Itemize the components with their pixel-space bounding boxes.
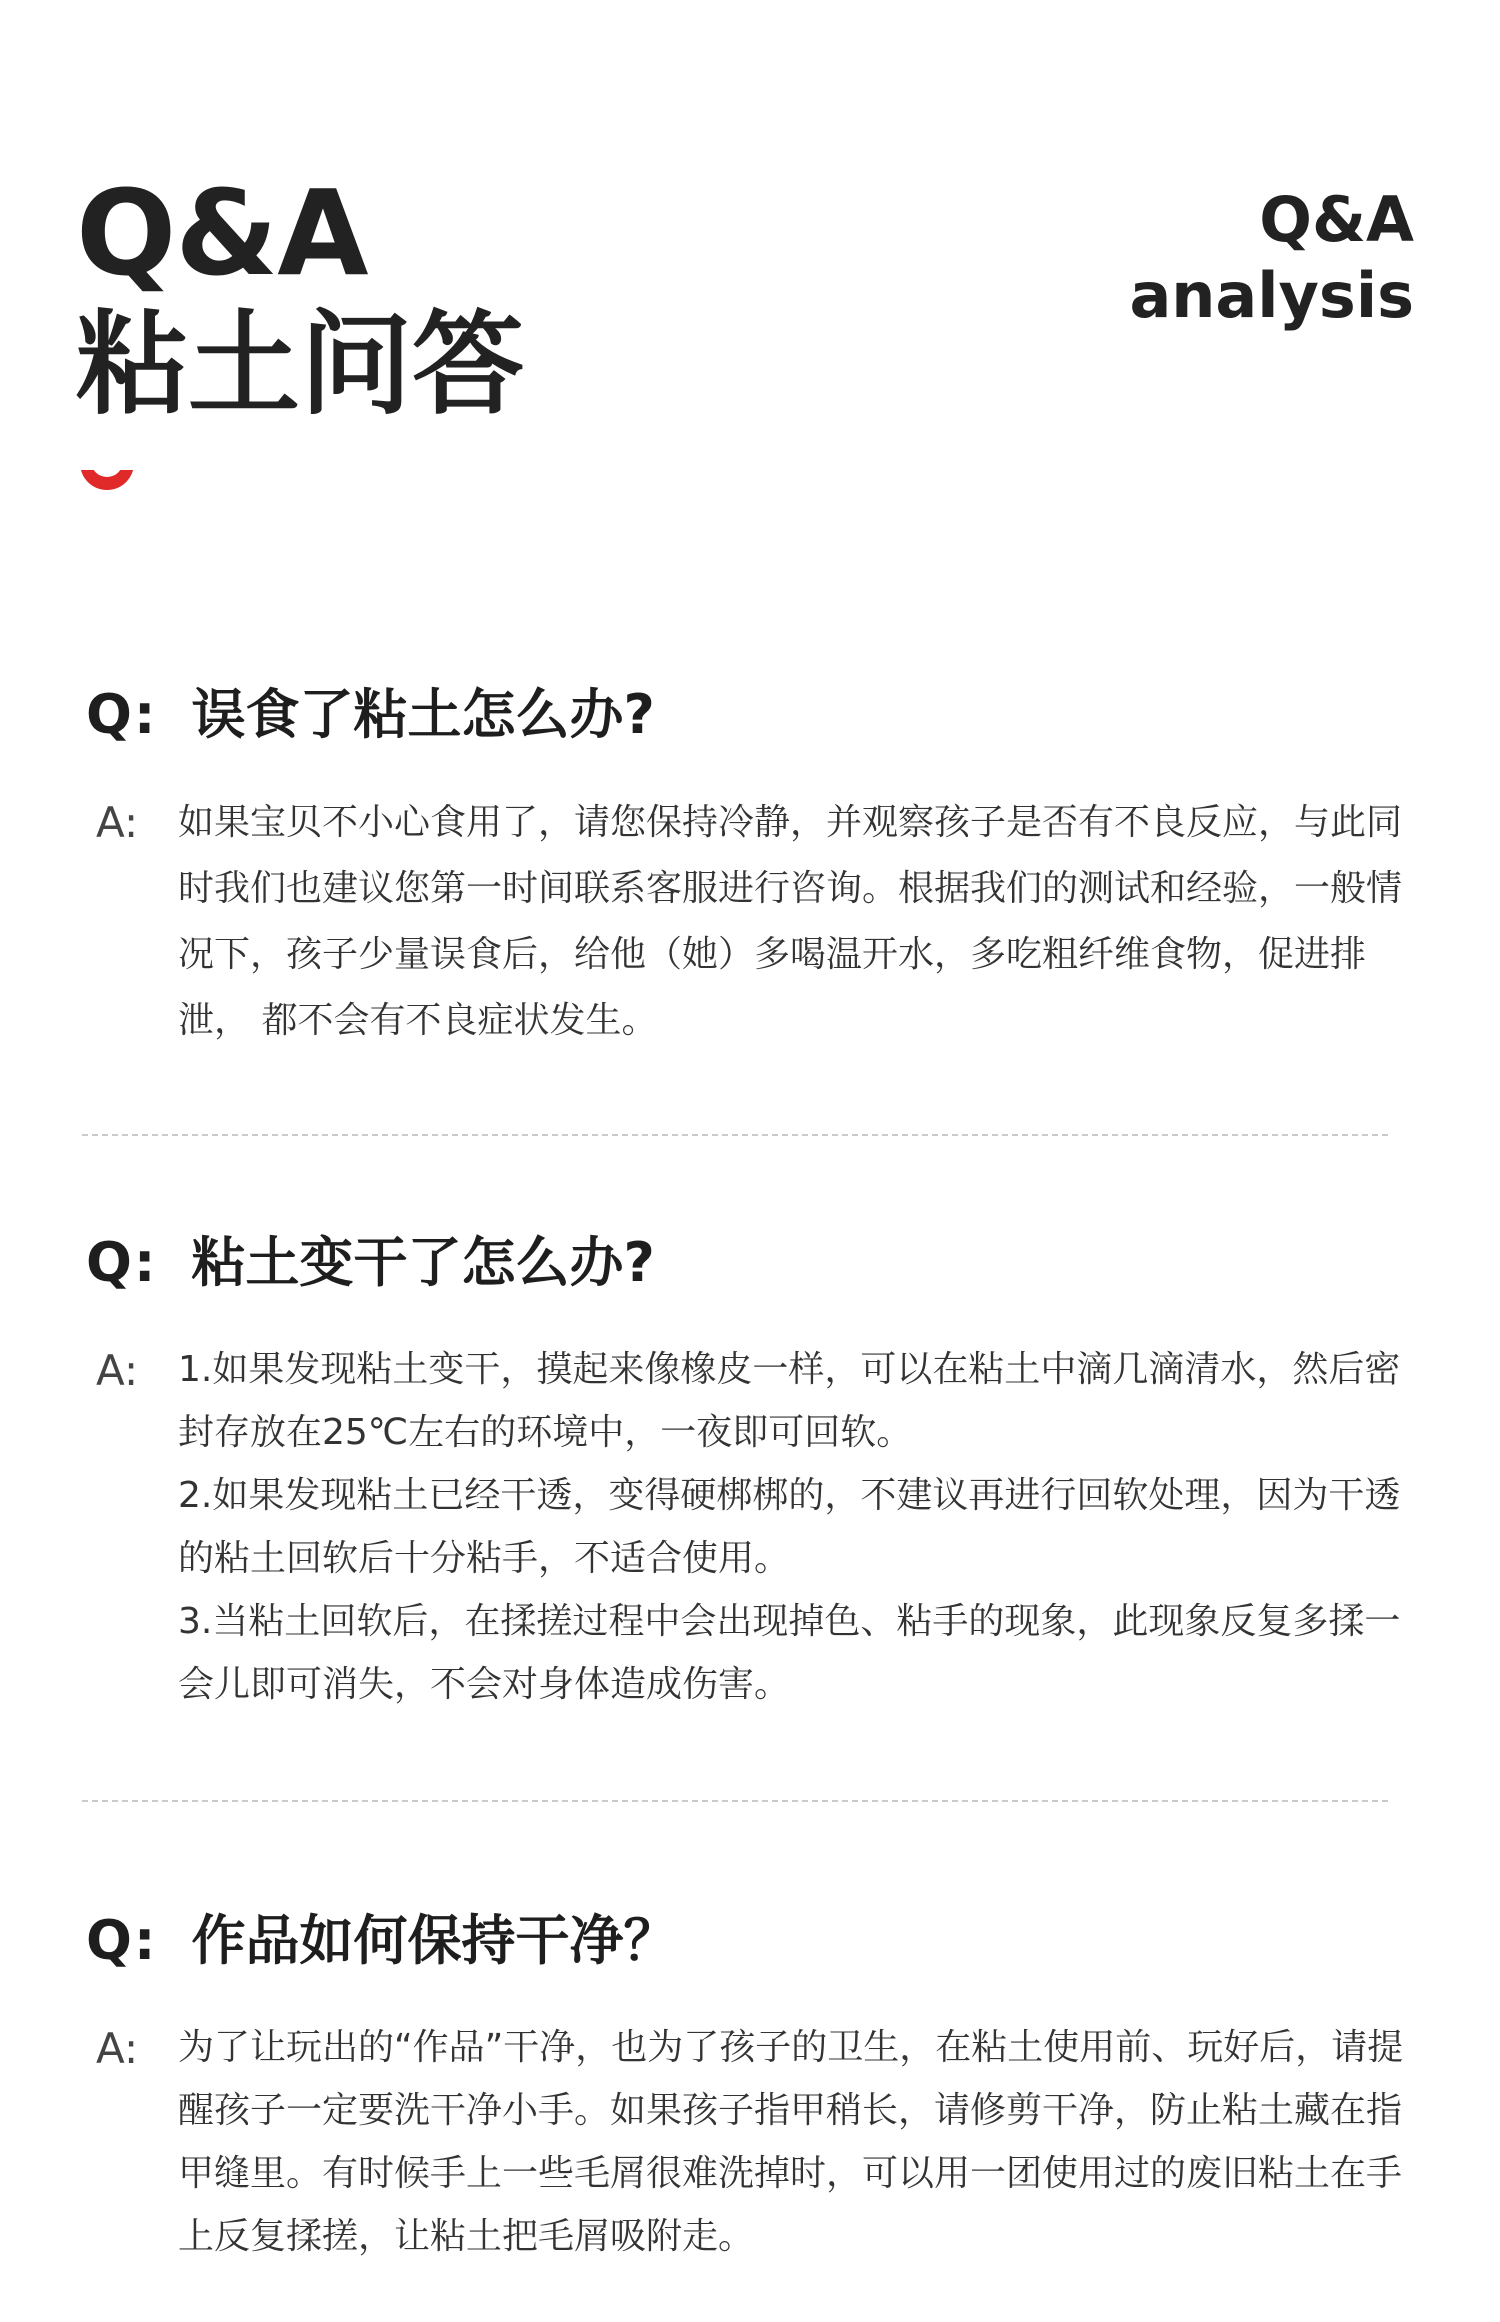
- answer-mark: A:: [96, 798, 139, 847]
- dashed-divider: [82, 1800, 1388, 1802]
- question-mark: Q:: [86, 1909, 158, 1972]
- question-row: [86, 1906, 678, 1976]
- answer-text: [178, 1338, 1416, 1716]
- dashed-divider: [82, 1134, 1388, 1136]
- header-subtitle-line2: analysis: [1129, 259, 1414, 332]
- question-text: 误食了粘土怎么办?: [191, 683, 655, 746]
- answer-text: [178, 2016, 1416, 2268]
- answer-paragraph: 1.如果发现粘土变干，摸起来像橡皮一样，可以在粘土中滴几滴清水，然后密封存放在25℃左右的环境中，一夜即可回软。: [178, 1349, 1401, 1453]
- answer-paragraph: 3.当粘土回软后，在揉搓过程中会出现掉色、粘手的现象，此现象反复多揉一会儿即可消失，不会对身体造成伤害。: [178, 1601, 1401, 1705]
- page-title-en: Q&A: [76, 164, 368, 302]
- answer-mark: A:: [96, 1346, 139, 1395]
- answer-paragraph: 2.如果发现粘土已经干透，变得硬梆梆的，不建议再进行回软处理，因为干透的粘土回软后十分粘手，不适合使用。: [178, 1475, 1401, 1579]
- header-subtitle-line1: Q&A: [1259, 183, 1414, 256]
- question-text: 粘土变干了怎么办?: [191, 1231, 655, 1294]
- question-mark: Q:: [86, 683, 158, 746]
- question-row: [86, 680, 655, 750]
- answer-row: [96, 1338, 1416, 1716]
- page-title-cn: 粘土问答: [76, 300, 524, 430]
- answer-row: [96, 2016, 1416, 2268]
- page-header: [0, 0, 1500, 560]
- answer-row: [96, 790, 1416, 1054]
- question-row: [86, 1228, 655, 1298]
- header-subtitle: [1129, 182, 1414, 334]
- question-text: 作品如何保持干净？: [191, 1909, 678, 1972]
- answer-paragraph: 如果宝贝不小心食用了，请您保持冷静，并观察孩子是否有不良反应，与此同时我们也建议您第一时间联系客服进行咨询。根据我们的测试和经验，一般情况下，孩子少量误食后，给他（她）多喝温开水，多吃粗纤维食物，促进排泄， 都不会有不良症状发生。: [178, 802, 1403, 1041]
- answer-mark: A:: [96, 2024, 139, 2073]
- answer-paragraph: 为了让玩出的“作品”干净，也为了孩子的卫生，在粘土使用前、玩好后，请提醒孩子一定要洗干净小手。如果孩子指甲稍长，请修剪干净，防止粘土藏在指甲缝里。有时候手上一些毛屑很难洗掉时，可以用一团使用过的废旧粘土在手上反复揉搓，让粘土把毛屑吸附走。: [178, 2027, 1404, 2257]
- red-arc-decoration: [80, 470, 134, 524]
- answer-text: [178, 790, 1416, 1054]
- question-mark: Q:: [86, 1231, 158, 1294]
